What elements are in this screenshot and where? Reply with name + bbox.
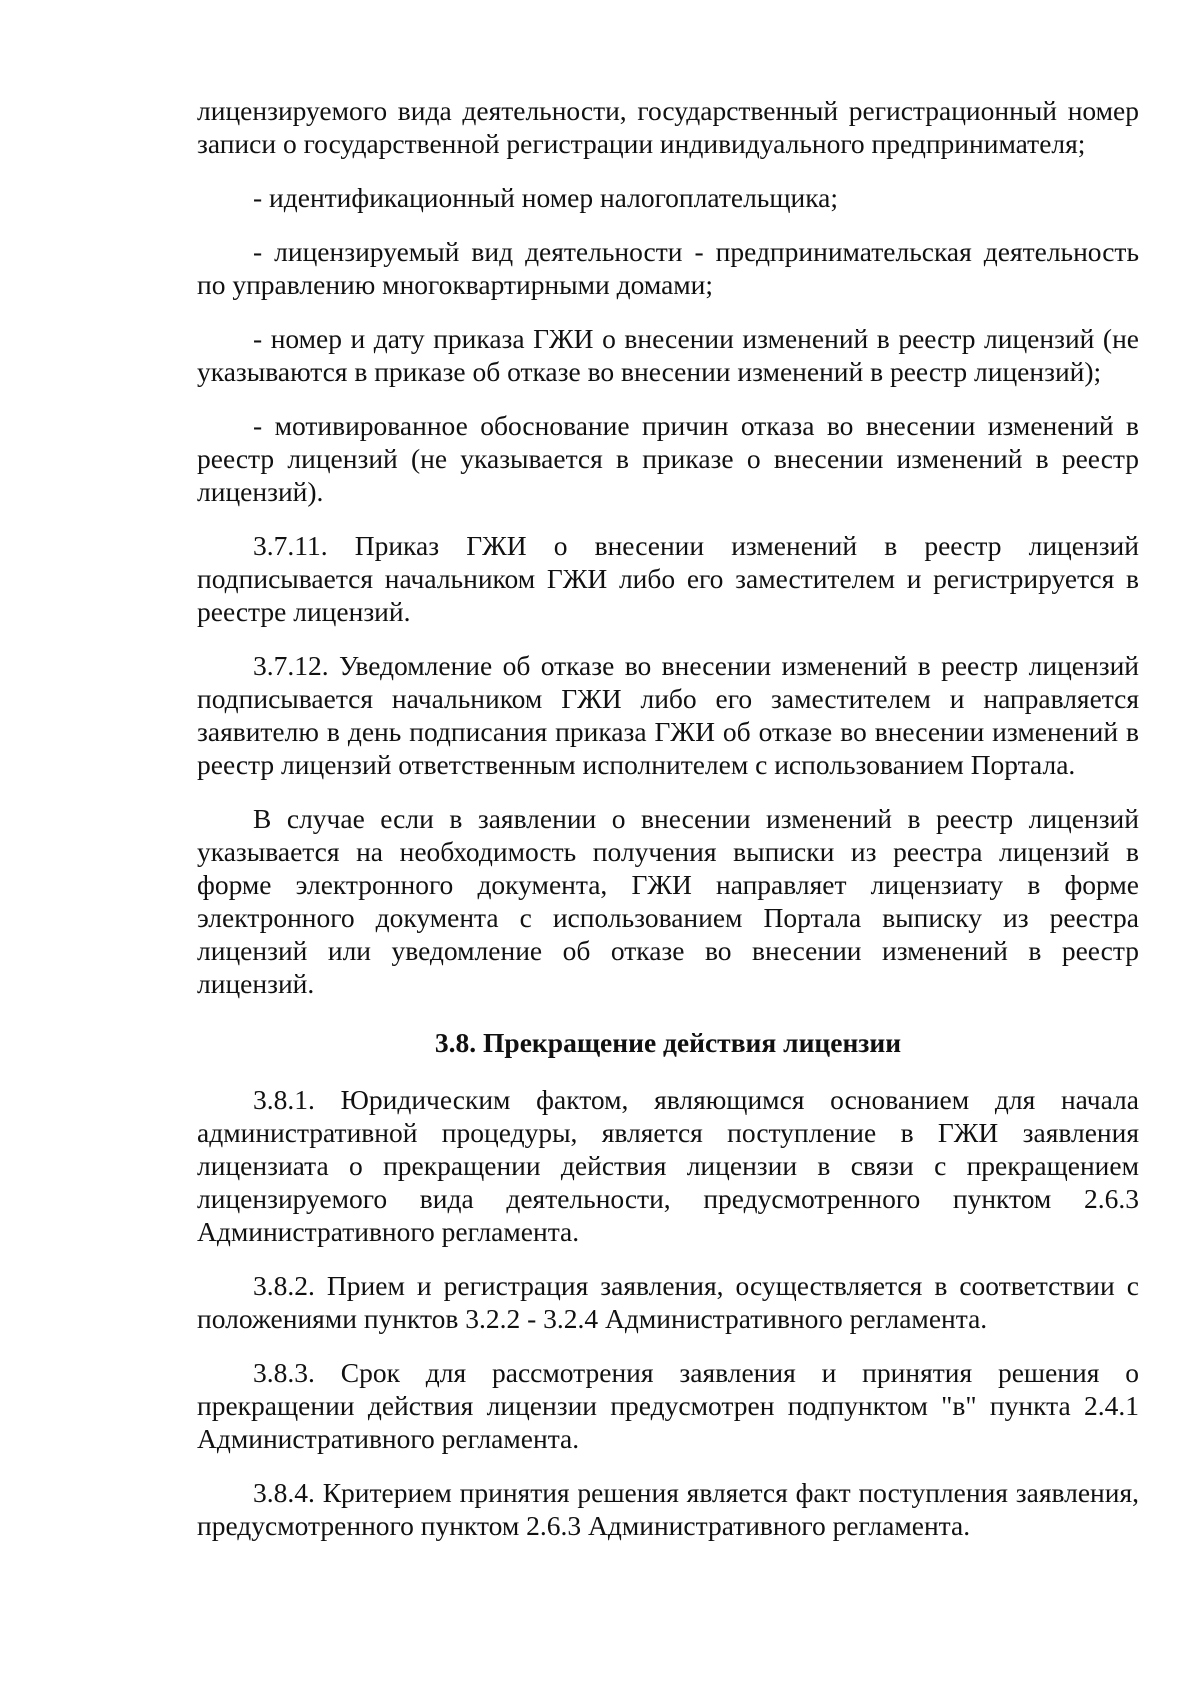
section-paragraph-2: 3.8.2. Прием и регистрация заявления, осуществляется в соответствии с положениями пунктов 3.2.2 - 3.2.4 Административного регламента.: [197, 1270, 1139, 1334]
section-paragraph-3: 3.8.3. Срок для рассмотрения заявления и принятия решения о прекращении действия лицензии предусмотрен подпунктом "в" пункта 2.4.1 Административного регламента.: [197, 1357, 1139, 1454]
section-paragraph-1: 3.8.1. Юридическим фактом, являющимся основанием для начала административной процедуры, является поступление в ГЖИ заявления лицензиата о прекращении действия лицензии в связи с прекращением лицензируемого вида деятельности, предусмотренного пунктом 2.6.3 Административного регламента.: [197, 1084, 1139, 1247]
paragraph-4: - номер и дату приказа ГЖИ о внесении изменений в реестр лицензий (не указываются в приказе об отказе во внесении изменений в реестр лицензий);: [197, 323, 1139, 387]
paragraph-8: В случае если в заявлении о внесении изменений в реестр лицензий указывается на необходимость получения выписки из реестра лицензий в форме электронного документа, ГЖИ направляет лицензиату в форме электронного документа с использованием Портала выписку из реестра лицензий или уведомление об отказе во внесении изменений в реестр лицензий.: [197, 803, 1139, 999]
section-paragraph-4: 3.8.4. Критерием принятия решения является факт поступления заявления, предусмотренного пунктом 2.6.3 Административного регламента.: [197, 1477, 1139, 1541]
paragraph-1: лицензируемого вида деятельности, государственный регистрационный номер записи о государственной регистрации индивидуального предпринимателя;: [197, 95, 1139, 159]
paragraph-5: - мотивированное обоснование причин отказа во внесении изменений в реестр лицензий (не указывается в приказе о внесении изменений в реестр лицензий).: [197, 410, 1139, 507]
paragraph-7: 3.7.12. Уведомление об отказе во внесении изменений в реестр лицензий подписывается начальником ГЖИ либо его заместителем и направляется заявителю в день подписания приказа ГЖИ об отказе во внесении изменений в реестр лицензий ответственным исполнителем с использованием Портала.: [197, 650, 1139, 780]
document-page: [197, 94, 1139, 1563]
paragraph-6: 3.7.11. Приказ ГЖИ о внесении изменений в реестр лицензий подписывается начальником ГЖИ либо его заместителем и регистрируется в реестре лицензий.: [197, 530, 1139, 627]
paragraph-3: - лицензируемый вид деятельности - предпринимательская деятельность по управлению многоквартирными домами;: [197, 236, 1139, 300]
paragraph-2: - идентификационный номер налогоплательщика;: [253, 182, 839, 213]
section-heading: 3.8. Прекращение действия лицензии: [434, 1027, 902, 1058]
